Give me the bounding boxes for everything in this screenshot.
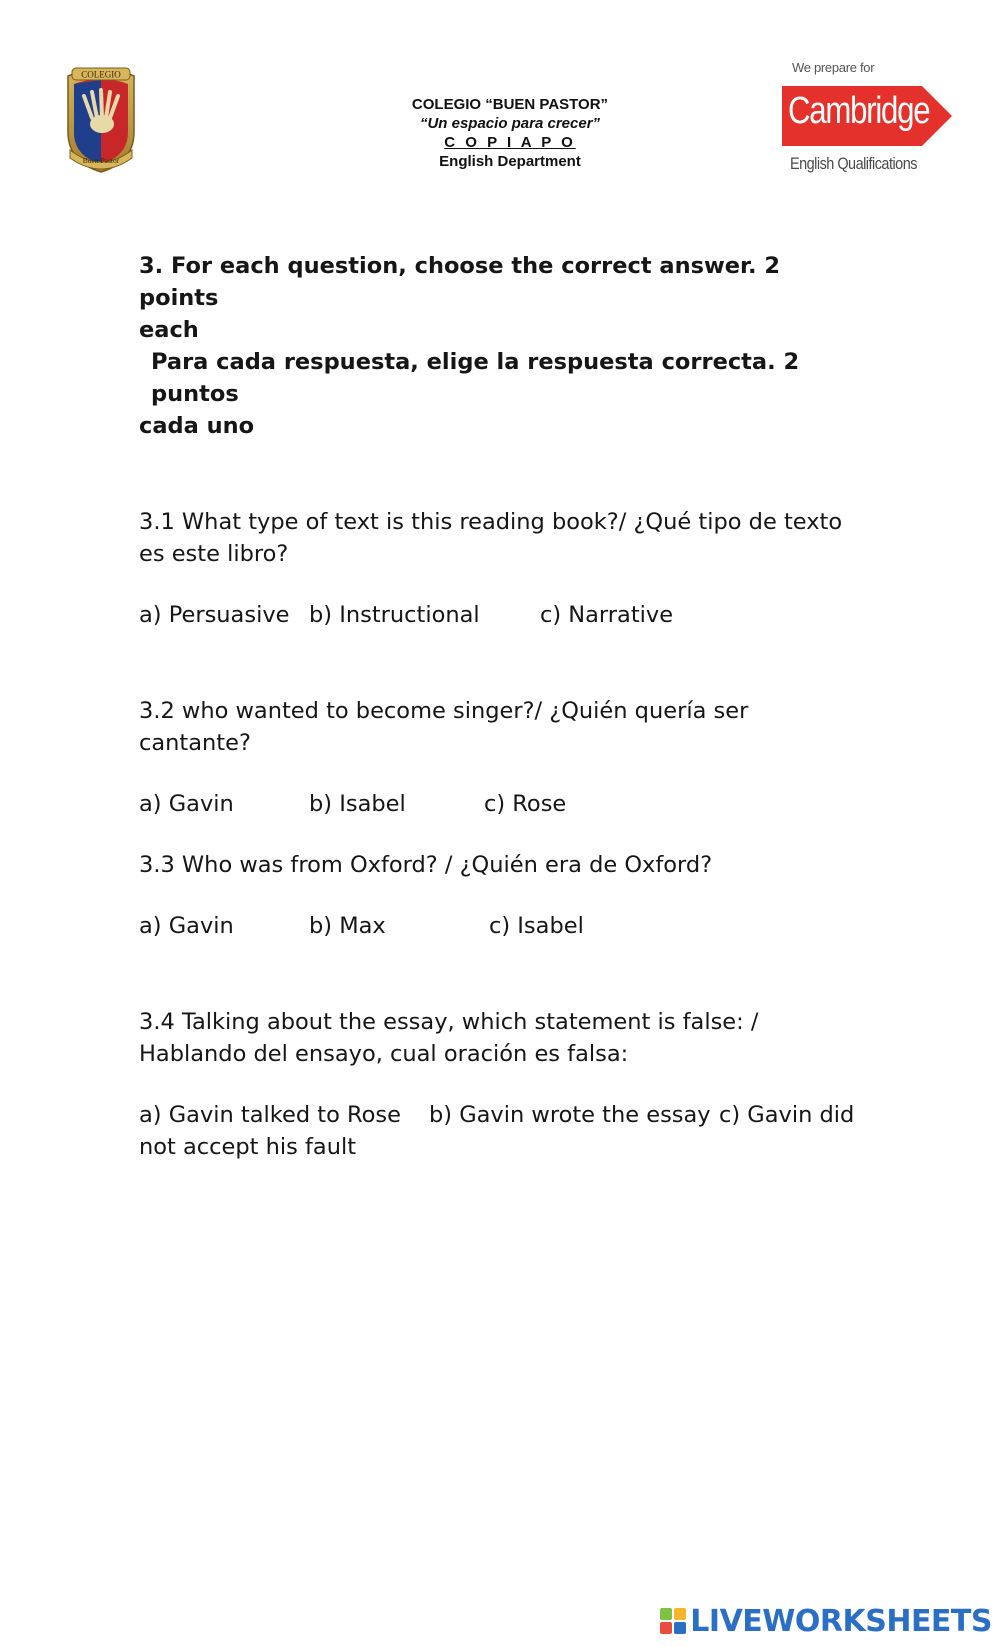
option-b[interactable]: b) Instructional <box>309 602 480 628</box>
instruction-spanish-line-1: Para cada respuesta, elige la respuesta correcta. 2 puntos <box>151 349 800 407</box>
question-text-line-1: 3.2 who wanted to become singer?/ ¿Quién quería ser <box>139 698 749 724</box>
question-text-line-2: cantante? <box>139 730 251 756</box>
school-motto: “Un espacio para crecer” <box>419 115 601 132</box>
option-a[interactable]: a) Gavin <box>139 791 234 817</box>
cambridge-prep-text: We prepare for <box>792 60 875 75</box>
svg-text:Buen Pastor: Buen Pastor <box>82 156 120 165</box>
cambridge-brand-text: Cambridge <box>788 90 930 132</box>
option-c-continuation: not accept his fault <box>139 1134 357 1160</box>
question-text-line-1: 3.4 Talking about the essay, which statement is false: / <box>139 1009 759 1035</box>
option-c[interactable]: c) Gavin did <box>719 1102 855 1128</box>
liveworksheets-logo-icon <box>660 1608 686 1634</box>
instruction-english-line-2: each <box>139 317 199 343</box>
liveworksheets-wordmark: LIVEWORKSHEETS <box>690 1603 992 1639</box>
question-text-line-2: es este libro? <box>139 541 289 567</box>
option-b[interactable]: b) Isabel <box>309 791 406 817</box>
option-c[interactable]: c) Rose <box>484 791 567 817</box>
option-a[interactable]: a) Persuasive <box>139 602 290 628</box>
question-text-line-1: 3.1 What type of text is this reading book?/ ¿Qué tipo de texto <box>139 509 843 535</box>
question-3-1 <box>139 506 859 570</box>
school-info <box>360 95 660 171</box>
options-3-4 <box>139 1099 859 1131</box>
page-header <box>0 0 1000 200</box>
option-b[interactable]: b) Max <box>309 913 386 939</box>
section-instructions <box>139 250 859 442</box>
option-c[interactable]: c) Narrative <box>540 602 674 628</box>
school-city: C O P I A P O <box>444 134 576 151</box>
options-3-1 <box>139 599 859 631</box>
question-text-line-2: Hablando del ensayo, cual oración es falsa: <box>139 1041 629 1067</box>
department-name: English Department <box>439 153 581 170</box>
question-3-2 <box>139 695 859 759</box>
school-name: COLEGIO “BUEN PASTOR” <box>411 96 609 113</box>
cambridge-subtitle: English Qualifications <box>790 154 917 173</box>
options-3-2 <box>139 788 859 820</box>
school-crest-logo <box>62 62 140 174</box>
cambridge-logo <box>782 60 962 180</box>
liveworksheets-brand <box>660 1601 992 1641</box>
instruction-spanish-line-2: cada uno <box>139 413 255 439</box>
instruction-english-line-1: 3. For each question, choose the correct answer. 2 points <box>139 253 780 311</box>
options-3-3 <box>139 910 859 942</box>
worksheet-content <box>139 250 859 1163</box>
question-3-3 <box>139 849 859 881</box>
option-b[interactable]: b) Gavin wrote the essay <box>429 1102 711 1128</box>
question-text-line-1: 3.3 Who was from Oxford? / ¿Quién era de Oxford? <box>139 852 713 878</box>
option-a[interactable]: a) Gavin talked to Rose <box>139 1102 401 1128</box>
svg-text:COLEGIO: COLEGIO <box>81 69 121 80</box>
question-3-4 <box>139 1006 859 1070</box>
option-c[interactable]: c) Isabel <box>489 913 584 939</box>
option-a[interactable]: a) Gavin <box>139 913 234 939</box>
